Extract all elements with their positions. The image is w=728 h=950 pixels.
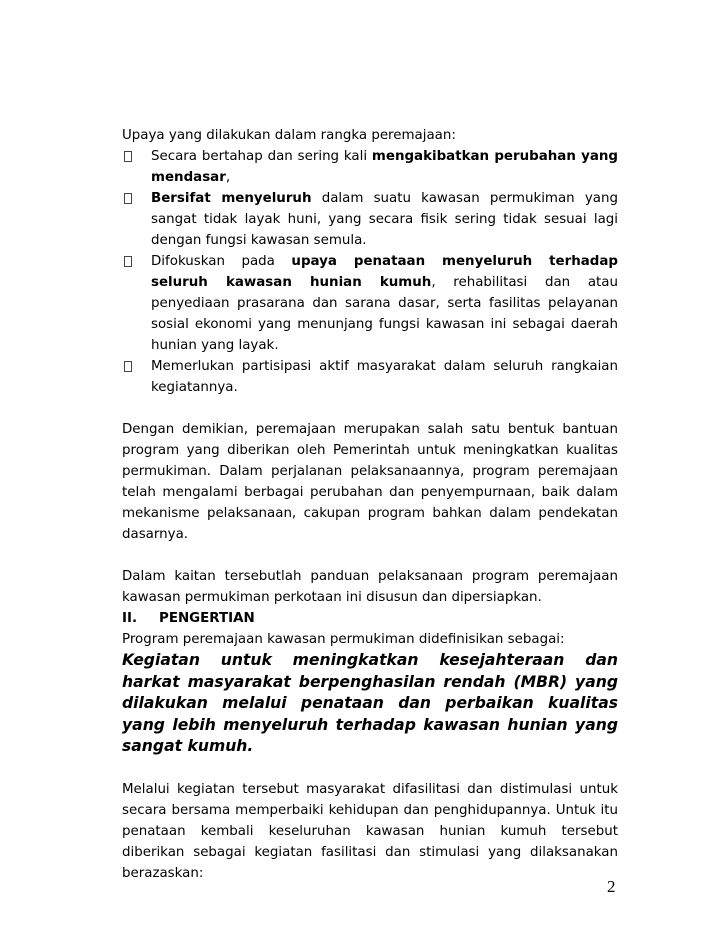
list-item xyxy=(122,146,618,188)
paragraph-conclusion: Dengan demikian, peremajaan merupakan salah satu bentuk bantuan program yang diberikan oleh Pemerintah untuk meningkatkan kualitas permukiman. Dalam perjalanan pelaksanaannya, program peremajaan telah mengalami berbagai perubahan dan penyempurnaan, baik dalam mekanisme pelaksanaan, cakupan program bahkan dalam pendekatan dasarnya. xyxy=(122,422,618,542)
list-item xyxy=(122,356,618,398)
section-heading xyxy=(122,608,618,629)
paragraph-guideline: Dalam kaitan tersebutlah panduan pelaksanaan program peremajaan kawasan permukiman perkotaan ini disusun dan dipersiapkan. xyxy=(122,569,618,605)
section-title: PENGERTIAN xyxy=(159,611,255,626)
bullet-text: Secara bertahap dan sering kali xyxy=(151,149,372,164)
bullet-text: , rehabilitasi dan atau penyediaan prasarana dan sarana dasar, serta fasilitas pelayanan sosial ekonomi yang menunjang fungsi kawasan ini sebagai daerah hunian yang layak. xyxy=(151,275,619,353)
page-number: 2 xyxy=(607,877,616,896)
bullet-box-icon xyxy=(124,361,132,372)
bullet-bold-text: upaya penataan menyeluruh terhadap seluruh kawasan hunian kumuh xyxy=(151,254,618,290)
bullet-bold-text: Bersifat menyeluruh xyxy=(151,191,312,206)
page-content xyxy=(122,125,618,884)
definition-intro: Program peremajaan kawasan permukiman didefinisikan sebagai: xyxy=(122,632,565,647)
definition-text: Kegiatan untuk meningkatkan kesejahteraan dan harkat masyarakat berpenghasilan rendah (MBR) yang dilakukan melalui penataan dan perbaikan kualitas yang lebih menyeluruh terhadap kawasan hunian yang sangat kumuh. xyxy=(122,651,618,755)
bullet-text: dalam suatu kawasan permukiman yang sangat tidak layak huni, yang secara fisik sering tidak sesuai lagi dengan fungsi kawasan semula. xyxy=(151,191,618,248)
paragraph-facilitation: Melalui kegiatan tersebut masyarakat difasilitasi dan distimulasi untuk secara bersama memperbaiki kehidupan dan penghidupannya. Untuk itu penataan kembali keseluruhan kawasan hunian kumuh tersebut diberikan sebagai kegiatan fasilitasi dan stimulasi yang dilaksanakan berazaskan: xyxy=(122,781,618,881)
bullet-box-icon xyxy=(124,193,132,204)
bullet-box-icon xyxy=(124,256,132,267)
bullet-text: Memerlukan partisipasi aktif masyarakat dalam seluruh rangkaian kegiatannya. xyxy=(151,359,618,395)
bullet-bold-text: mengakibatkan perubahan yang mendasar xyxy=(151,149,618,185)
list-item xyxy=(122,251,618,356)
bullet-list xyxy=(122,146,618,398)
section-number: II. xyxy=(122,611,138,626)
bullet-text: Difokuskan pada xyxy=(151,254,292,269)
bullet-box-icon xyxy=(124,151,132,162)
bullet-text: , xyxy=(225,170,231,185)
intro-text: Upaya yang dilakukan dalam rangka peremajaan: xyxy=(122,128,456,143)
list-item xyxy=(122,188,618,251)
